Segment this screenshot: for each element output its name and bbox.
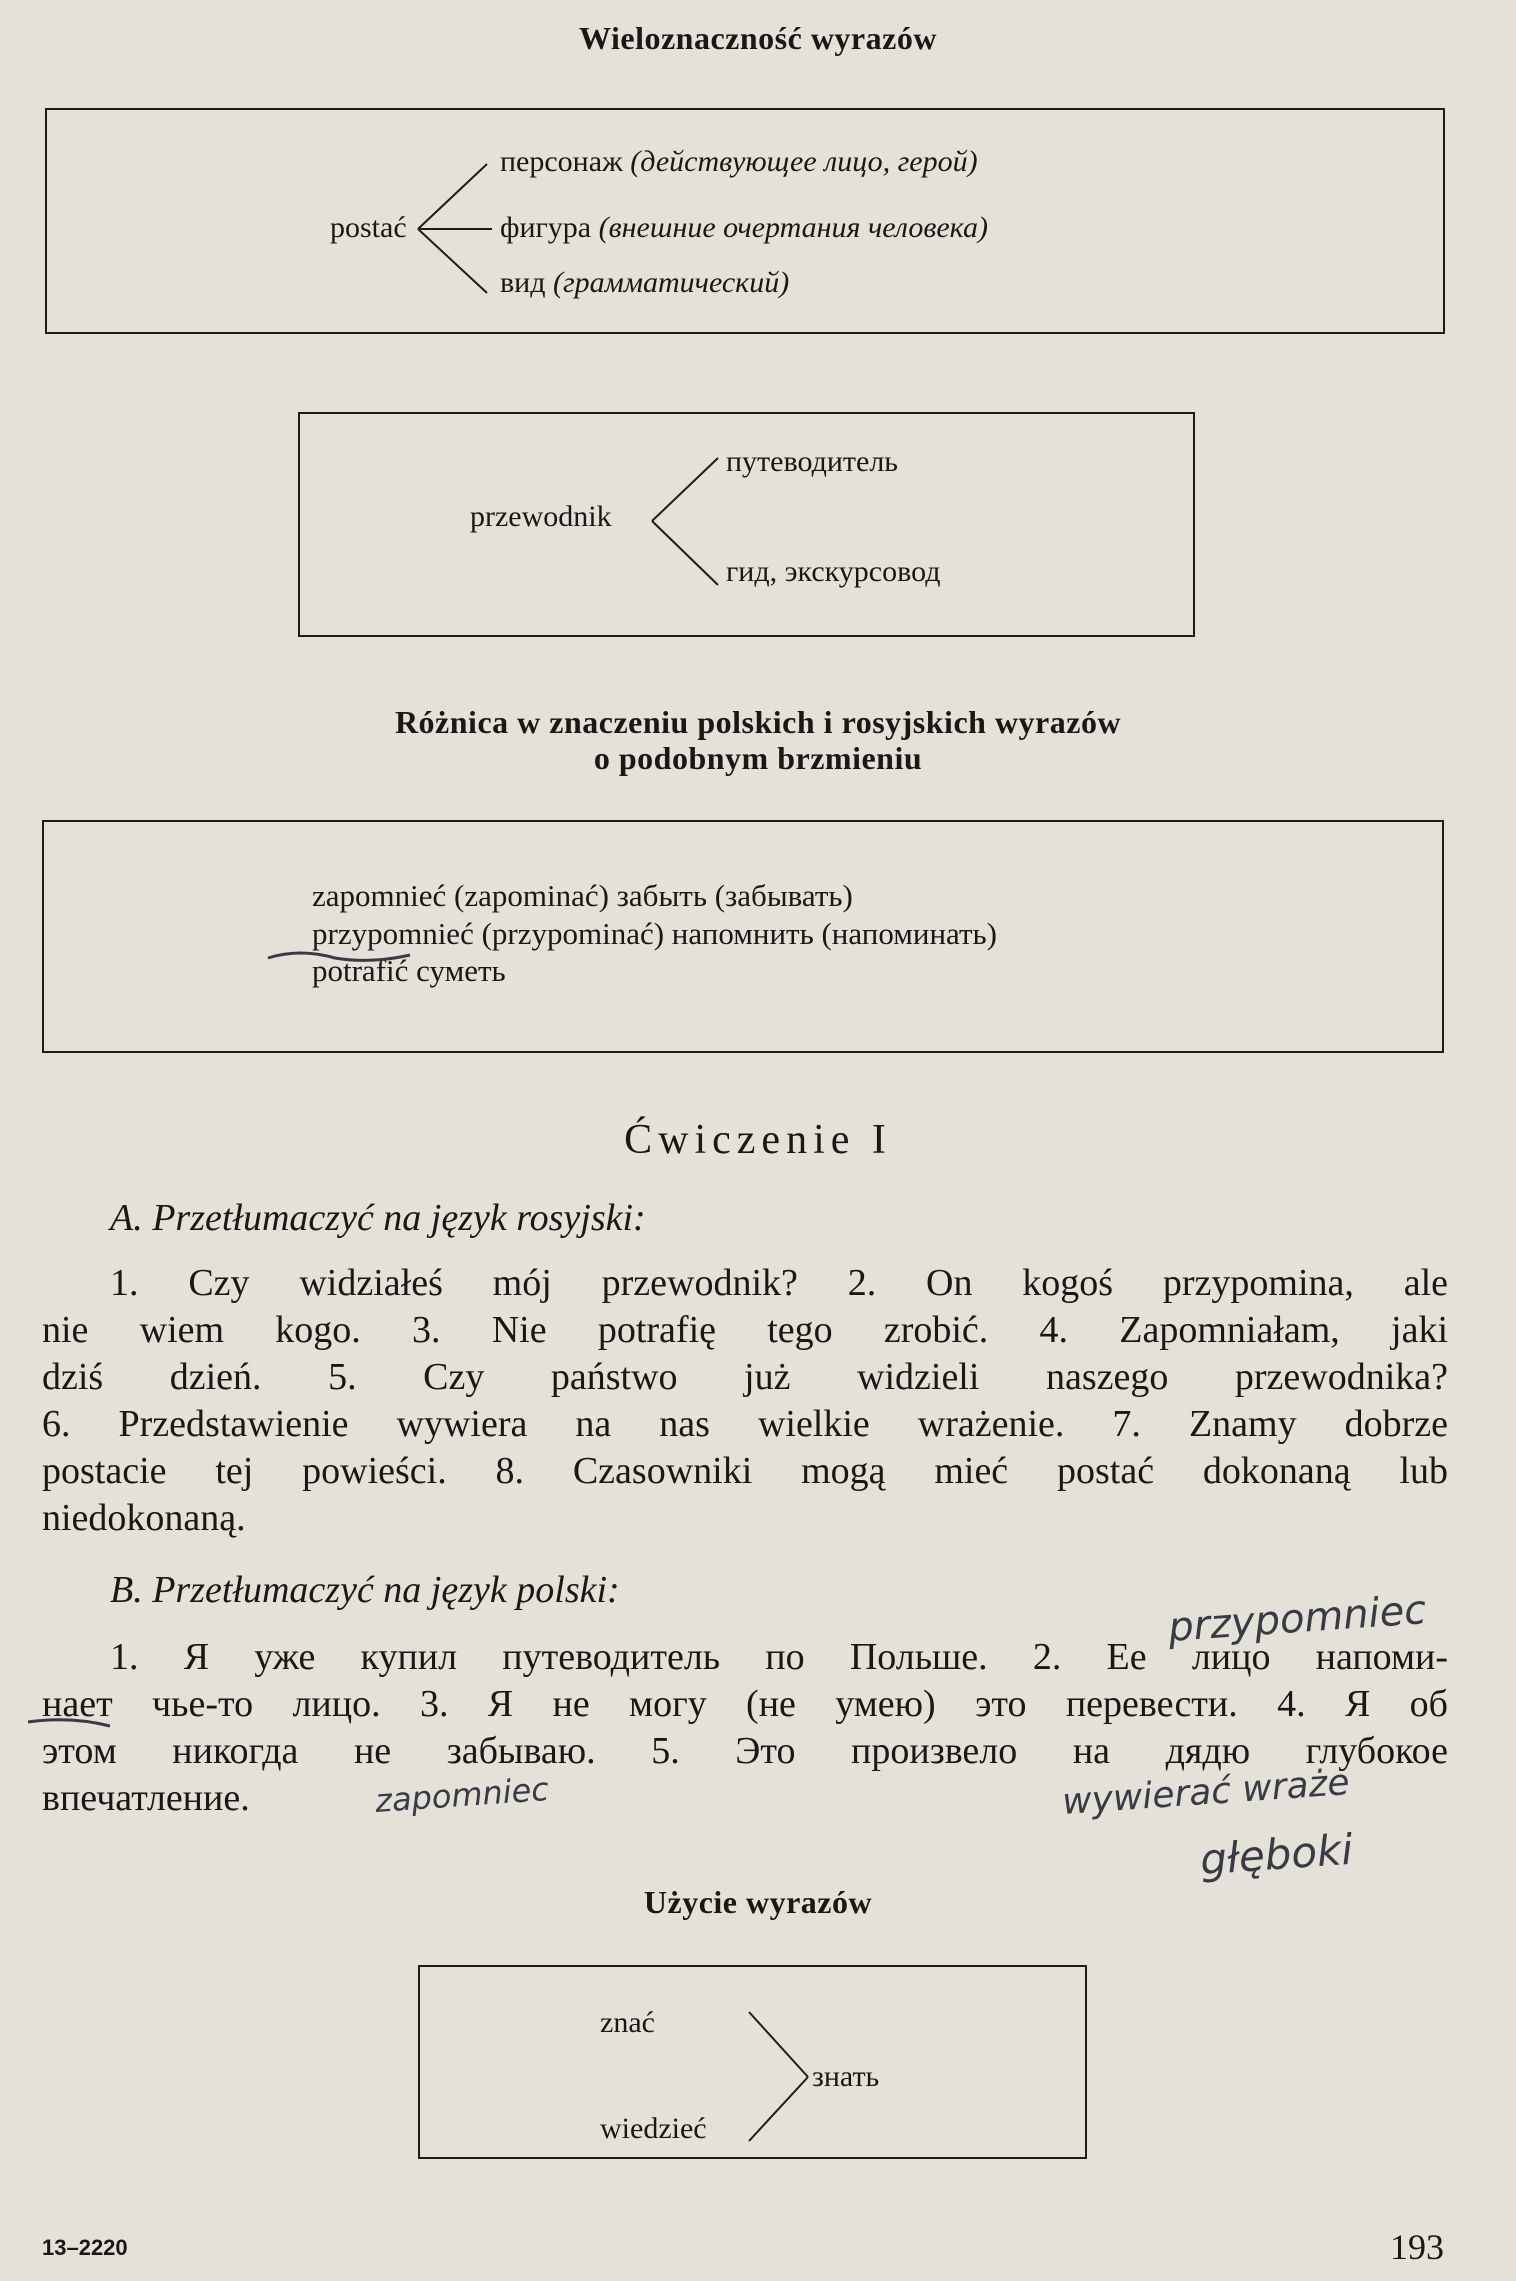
section-title-difference: Różnica w znaczeniu polskich i rosyjskich wyrazów [394, 704, 1122, 740]
exercise-b-line: нает чье-то лицо. 3. Я не могу (не умею) это перевести. 4. Я об [42, 1683, 1448, 1725]
false-friend-row-2: przypomnieć (przypominać) напомнить (напоминать) [312, 916, 997, 951]
meaning-guide: гид, экскурсовод [726, 555, 941, 588]
handwritten-note-zapomniec: zapomniec [373, 1769, 551, 1821]
exercise-b-line: 1. Я уже купил путеводитель по Польше. 2. Ее лицо напоми- [110, 1636, 1448, 1678]
page-number: 193 [1390, 2227, 1444, 2267]
section-title-ambiguity: Wieloznaczność wyrazów [579, 20, 937, 56]
exercise-a-instruction: A. Przetłumaczyć na język rosyjski: [110, 1197, 646, 1239]
exercise-a-line: dziś dzień. 5. Czy państwo już widzieli naszego przewodnika? [42, 1356, 1448, 1398]
false-friend-row-1: zapomnieć (zapominać) забыть (забывать) [312, 878, 853, 913]
term-postac: postać [330, 211, 407, 244]
meaning-3: вид (грамматический) [500, 266, 790, 299]
exercise-title: Ćwiczenie I [624, 1117, 892, 1163]
meaning-1: персонаж (действующее лицо, герой) [500, 145, 978, 178]
exercise-a-line: nie wiem kogo. 3. Nie potrafię tego zrobić. 4. Zapomniałam, jaki [42, 1309, 1448, 1351]
exercise-a-line: 6. Przedstawienie wywiera na nas wielkie wrażenie. 7. Znamy dobrze [42, 1403, 1448, 1445]
meaning-2: фигура (внешние очертания человека) [500, 211, 988, 244]
section-subtitle-difference: o podobnym brzmieniu [593, 740, 923, 776]
exercise-a-line: 1. Czy widziałeś mój przewodnik? 2. On kogoś przypomina, ale [110, 1262, 1448, 1304]
exercise-b-instruction: B. Przetłumaczyć na język polski: [110, 1569, 620, 1611]
exercise-b-line: впечатление. [42, 1777, 250, 1819]
exercise-b-line: этом никогда не забываю. 5. Это произвело на дядю глубокое [42, 1730, 1448, 1772]
handwritten-note-gleboki: głęboki [1198, 1824, 1355, 1885]
usage-translation: знать [812, 2060, 880, 2093]
usage-word-wiedziec: wiedzieć [600, 2112, 707, 2145]
section-title-usage: Użycie wyrazów [643, 1884, 873, 1920]
handwritten-note-wywierac: wywierać wraże [1060, 1762, 1351, 1823]
handwritten-note-przypomniec: przypomniec [1166, 1587, 1428, 1651]
usage-word-znac: znać [600, 2006, 655, 2039]
term-przewodnik: przewodnik [470, 500, 612, 533]
false-friend-row-3: potrafić суметь [312, 953, 506, 988]
exercise-a-line: niedokonaną. [42, 1497, 246, 1539]
meaning-guidebook: путеводитель [726, 445, 898, 478]
footer-code: 13–2220 [42, 2235, 128, 2260]
exercise-a-line: postacie tej powieści. 8. Czasowniki mogą mieć postać dokonaną lub [42, 1450, 1448, 1492]
